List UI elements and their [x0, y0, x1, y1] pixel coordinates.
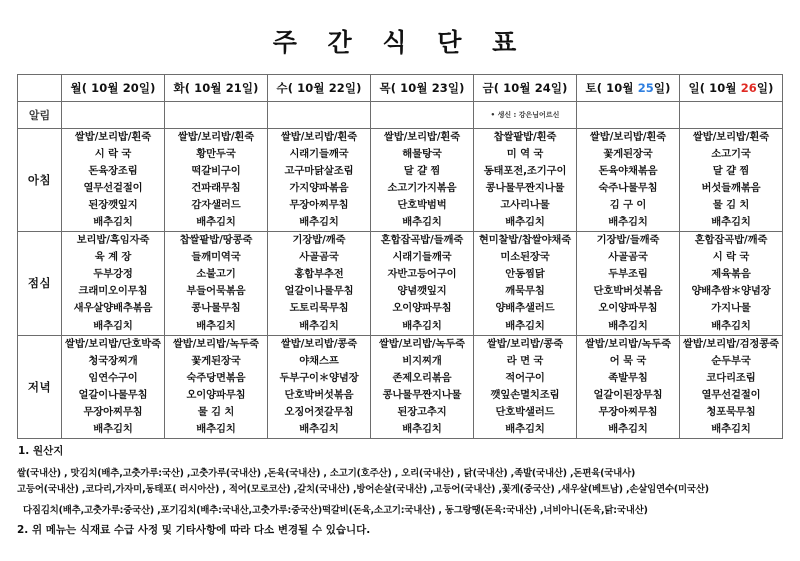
menu-item: 미소된장국 [500, 251, 550, 264]
menu-item: 콩나물무짠지나물 [485, 181, 565, 194]
notice-cell-mon [62, 101, 165, 128]
menu-item: 혼합잡곡밥/깨죽 [694, 234, 768, 247]
meal-cell-lunch-sat [577, 232, 680, 336]
menu-item: 건파래무침 [191, 181, 241, 194]
origin-line-2: 다짐김치(배추,고춧가루:중국산) ,포기김치(배추:국내산,고춧가루:중국산)떡갈비(돈육,소고기:국내산) , 동그랑땡(돈육:국내산) ,너비아니(돈육,닭:국내산) [23, 505, 648, 517]
menu-item: 단호박샐러드 [495, 406, 555, 418]
notice-cell-sat [577, 101, 680, 128]
menu-item: 순두부국 [711, 354, 751, 367]
menu-change-note: 2. 위 메뉴는 식재료 수급 사정 및 기타사항에 따라 다소 변경될 수 있습니다. [17, 523, 371, 536]
notice-cell-tue [165, 101, 268, 128]
menu-item: 깻잎손멸치조림 [490, 388, 560, 401]
menu-item: 고구마닭살조림 [284, 164, 354, 177]
menu-item: 황만두국 [196, 147, 236, 160]
menu-item: 존제오리볶음 [392, 371, 452, 384]
menu-item: 감자샐러드 [191, 198, 241, 211]
menu-item: 쌀밥/보리밥/흰죽 [177, 130, 255, 143]
menu-item: 소고기국 [711, 147, 751, 160]
menu-item: 배추김치 [93, 423, 133, 436]
header-day-0: 월( 10월 20일) [62, 74, 165, 101]
menu-item: 깨묵무침 [505, 285, 545, 298]
menu-item: 찹쌀팥밥/땅콩죽 [179, 234, 253, 247]
meal-cell-breakfast-tue [165, 128, 268, 232]
menu-item: 배추김치 [196, 215, 236, 228]
notice-cell-wed [268, 101, 371, 128]
meal-cell-lunch-wed [268, 232, 371, 336]
menu-item: 부들어묵볶음 [186, 285, 246, 298]
notice-cell-thu [371, 101, 474, 128]
menu-item: 배추김치 [505, 215, 545, 228]
footer-notes [17, 446, 783, 538]
origin-heading: 1. 원산지 [18, 445, 64, 458]
header-day-6: 일( 10월 26일) [680, 74, 783, 101]
menu-item: 콩나물무짠지나물 [382, 388, 462, 401]
menu-item: 쌀밥/보리밥/흰죽 [383, 130, 461, 143]
row-lunch [18, 232, 783, 336]
menu-item: 배추김치 [505, 319, 545, 332]
menu-item: 가지나물 [711, 302, 751, 315]
header-date-number: 24 [534, 80, 551, 95]
menu-item: 시래기들깨국 [289, 147, 349, 160]
menu-item: 배추김치 [93, 319, 133, 332]
menu-item: 얼갈이나물무침 [78, 388, 148, 401]
menu-item: 단호박버섯볶음 [284, 388, 354, 401]
row-label-breakfast: 아침 [18, 128, 62, 232]
menu-item: 청포묵무침 [706, 406, 756, 418]
menu-item: 보리밥/흑임자죽 [76, 234, 150, 247]
meal-cell-dinner-mon [62, 335, 165, 439]
meal-cell-lunch-thu [371, 232, 474, 336]
menu-item: 홍합부추전 [294, 268, 344, 281]
meal-cell-lunch-tue [165, 232, 268, 336]
menu-item: 시 락 국 [94, 147, 132, 160]
meal-cell-dinner-sat [577, 335, 680, 439]
origin-list [17, 466, 783, 538]
menu-item: 임연수구이 [88, 371, 138, 384]
menu-item: 시 락 국 [712, 251, 750, 264]
table-header-row [18, 74, 783, 101]
menu-item: 꽃게된장국 [191, 354, 241, 367]
menu-item: 쌀밥/보리밥/녹두죽 [378, 337, 466, 350]
menu-item: 쌀밥/보리밥/녹두죽 [172, 337, 260, 350]
menu-item: 꽃게된장국 [603, 147, 653, 160]
meal-cell-dinner-fri [474, 335, 577, 439]
menu-item: 된장고추지 [397, 406, 447, 418]
menu-item: 적어구이 [505, 371, 545, 384]
menu-item: 배추김치 [711, 319, 751, 332]
meal-cell-dinner-sun [680, 335, 783, 439]
header-day-3: 목( 10월 23일) [371, 74, 474, 101]
menu-item: 콩나물무침 [191, 302, 241, 315]
menu-item: 새우살양배추볶음 [73, 302, 153, 315]
menu-item: 사골곰국 [299, 251, 339, 264]
menu-item: 무장아찌무침 [289, 198, 349, 211]
table-body [18, 101, 783, 439]
menu-item: 얼갈이된장무침 [593, 388, 663, 401]
menu-item: 배추김치 [505, 423, 545, 436]
menu-item: 배추김치 [711, 423, 751, 436]
menu-item: 물 김 치 [197, 406, 235, 418]
menu-item: 버섯들깨볶음 [701, 181, 761, 194]
menu-item: 배추김치 [93, 215, 133, 228]
menu-item: 기장밥/들깨죽 [596, 234, 660, 247]
menu-item: 숙주나물무침 [598, 181, 658, 194]
menu-item: 배추김치 [711, 215, 751, 228]
menu-item: 배추김치 [402, 319, 442, 332]
menu-item: 열무선겉절이 [701, 388, 761, 401]
menu-item: 오이양파무침 [392, 302, 452, 315]
menu-item: 제육볶음 [711, 268, 751, 281]
menu-item: 단호박범벅 [397, 198, 447, 211]
menu-item: 배추김치 [402, 215, 442, 228]
menu-item: 달 걀 찜 [403, 164, 441, 177]
menu-item: 배추김치 [608, 423, 648, 436]
menu-item: 떡갈비구이 [191, 164, 241, 177]
menu-item: 찹쌀팥밥/흰죽 [493, 130, 557, 143]
menu-item: 물 김 치 [712, 198, 750, 211]
row-breakfast [18, 128, 783, 232]
row-notice [18, 101, 783, 128]
menu-item: 달 걀 찜 [712, 164, 750, 177]
meal-cell-lunch-mon [62, 232, 165, 336]
menu-item: 코다리조림 [706, 371, 756, 384]
menu-item: 두부강정 [93, 268, 133, 281]
origin-line-0: 쌀(국내산) , 맛김치(배추,고춧가루:국산) ,고춧가루(국내산) ,돈육(국내산) , 소고기(호주산) , 오리(국내산) , 닭(국내산) ,족발(국내산) ,돈편육(국내사) [17, 468, 636, 480]
menu-item: 양념깻잎지 [397, 285, 447, 298]
menu-item: 현미찰밥/찹쌀야채죽 [478, 234, 572, 247]
menu-item: 쌀밥/보리밥/단호박죽 [65, 337, 161, 350]
row-label-dinner: 저녁 [18, 335, 62, 439]
header-date-number: 21 [225, 80, 242, 95]
header-date-number: 25 [637, 80, 654, 95]
menu-item: 배추김치 [299, 215, 339, 228]
row-dinner [18, 335, 783, 439]
origin-line-1: 고등어(국내산) ,코다리,가자미,동태포( 러시아산) , 적어(모로코산) ,갈치(국내산) ,방어손살(국내산) ,고등어(국내산) ,꽃게(중국산) ,새우살(베트남) ,손살임연수(미국산) [17, 483, 709, 495]
page-title: 주 간 식 단 표 [272, 28, 528, 57]
meal-cell-breakfast-fri [474, 128, 577, 232]
menu-item: 오이양파무침 [186, 388, 246, 401]
menu-item: 어 묵 국 [609, 354, 647, 367]
menu-item: 쌀밥/보리밥/콩죽 [486, 337, 564, 350]
row-label-lunch: 점심 [18, 232, 62, 336]
menu-item: 오징어젓갈무침 [284, 406, 354, 418]
header-day-2: 수( 10월 22일) [268, 74, 371, 101]
header-date-number: 23 [431, 80, 448, 95]
menu-item: 배추김치 [402, 423, 442, 436]
menu-item: 혼합잡곡밥/들깨죽 [380, 234, 464, 247]
menu-item: 라 면 국 [506, 354, 544, 367]
meal-cell-lunch-sun [680, 232, 783, 336]
menu-item: 된장깻잎지 [88, 198, 138, 211]
menu-item: 얼갈이나물무침 [284, 285, 354, 298]
menu-item: 열무선겉절이 [83, 181, 143, 194]
notice-cell-sun [680, 101, 783, 128]
menu-item: 크래미오이무침 [78, 285, 148, 298]
meal-cell-dinner-tue [165, 335, 268, 439]
menu-item: 소고기가지볶음 [387, 181, 457, 194]
menu-item: 배추김치 [299, 423, 339, 436]
menu-item: 숙주당면볶음 [186, 371, 246, 384]
meal-cell-breakfast-sun [680, 128, 783, 232]
menu-item: 배추김치 [608, 215, 648, 228]
header-day-4: 금( 10월 24일) [474, 74, 577, 101]
header-date-number: 22 [328, 80, 345, 95]
meal-cell-lunch-fri [474, 232, 577, 336]
menu-item: 배추김치 [196, 423, 236, 436]
menu-item: 두부조림 [608, 268, 648, 281]
menu-item: 쌀밥/보리밥/검정콩죽 [683, 337, 779, 350]
menu-item: 비지찌개 [402, 354, 442, 367]
menu-item: 미 역 국 [506, 147, 544, 160]
meal-cell-dinner-wed [268, 335, 371, 439]
menu-item: 기장밥/깨죽 [292, 234, 346, 247]
notice-cell-fri: • 생신 : 강은님어르신 [474, 101, 577, 128]
menu-item: 사골곰국 [608, 251, 648, 264]
meal-cell-breakfast-sat [577, 128, 680, 232]
menu-item: 양배추샐러드 [495, 302, 555, 315]
meal-cell-breakfast-thu [371, 128, 474, 232]
header-day-1: 화( 10월 21일) [165, 74, 268, 101]
menu-item: 쌀밥/보리밥/흰죽 [692, 130, 770, 143]
menu-item: 안동찜닭 [505, 268, 545, 281]
meal-cell-breakfast-wed [268, 128, 371, 232]
menu-item: 쌀밥/보리밥/콩죽 [280, 337, 358, 350]
row-label-notice: 알림 [18, 101, 62, 128]
menu-item: 자반고등어구이 [387, 268, 457, 281]
menu-item: 두부구이＊양념장 [279, 371, 359, 384]
meal-cell-breakfast-mon [62, 128, 165, 232]
menu-item: 육 계 장 [94, 251, 132, 264]
menu-item: 시래기들깨국 [392, 251, 452, 264]
menu-item: 배추김치 [299, 319, 339, 332]
menu-item: 돈육장조림 [88, 164, 138, 177]
menu-item: 야채스프 [299, 354, 339, 367]
menu-item: 배추김치 [196, 319, 236, 332]
menu-item: 양배추쌈＊양념장 [691, 285, 771, 298]
meal-cell-dinner-thu [371, 335, 474, 439]
menu-item: 돈육야채볶음 [598, 164, 658, 177]
menu-item: 족발무침 [608, 371, 648, 384]
weekly-menu-table [17, 74, 783, 440]
header-day-5: 토( 10월 25일) [577, 74, 680, 101]
menu-item: 쌀밥/보리밥/녹두죽 [584, 337, 672, 350]
header-date-number: 26 [740, 80, 757, 95]
header-corner-cell [18, 74, 62, 101]
menu-item: 오이양파무침 [598, 302, 658, 315]
menu-item: 쌀밥/보리밥/흰죽 [74, 130, 152, 143]
menu-item: 청국장찌개 [88, 354, 138, 367]
menu-item: 쌀밥/보리밥/흰죽 [589, 130, 667, 143]
menu-item: 도토리묵무침 [289, 302, 349, 315]
menu-item: 무장아찌무침 [598, 406, 658, 418]
menu-item: 소불고기 [196, 268, 236, 281]
menu-item: 들깨미역국 [191, 251, 241, 264]
menu-item: 동태포전,조기구이 [483, 164, 567, 177]
menu-item: 쌀밥/보리밥/흰죽 [280, 130, 358, 143]
menu-item: 단호박버섯볶음 [593, 285, 663, 298]
menu-item: 고사리나물 [500, 198, 550, 211]
menu-item: 배추김치 [608, 319, 648, 332]
menu-item: 해물탕국 [402, 147, 442, 160]
header-date-number: 20 [122, 80, 139, 95]
menu-item: 김 구 이 [609, 198, 647, 211]
menu-item: 가지양파볶음 [289, 181, 349, 194]
menu-item: 무장아찌무침 [83, 406, 143, 418]
